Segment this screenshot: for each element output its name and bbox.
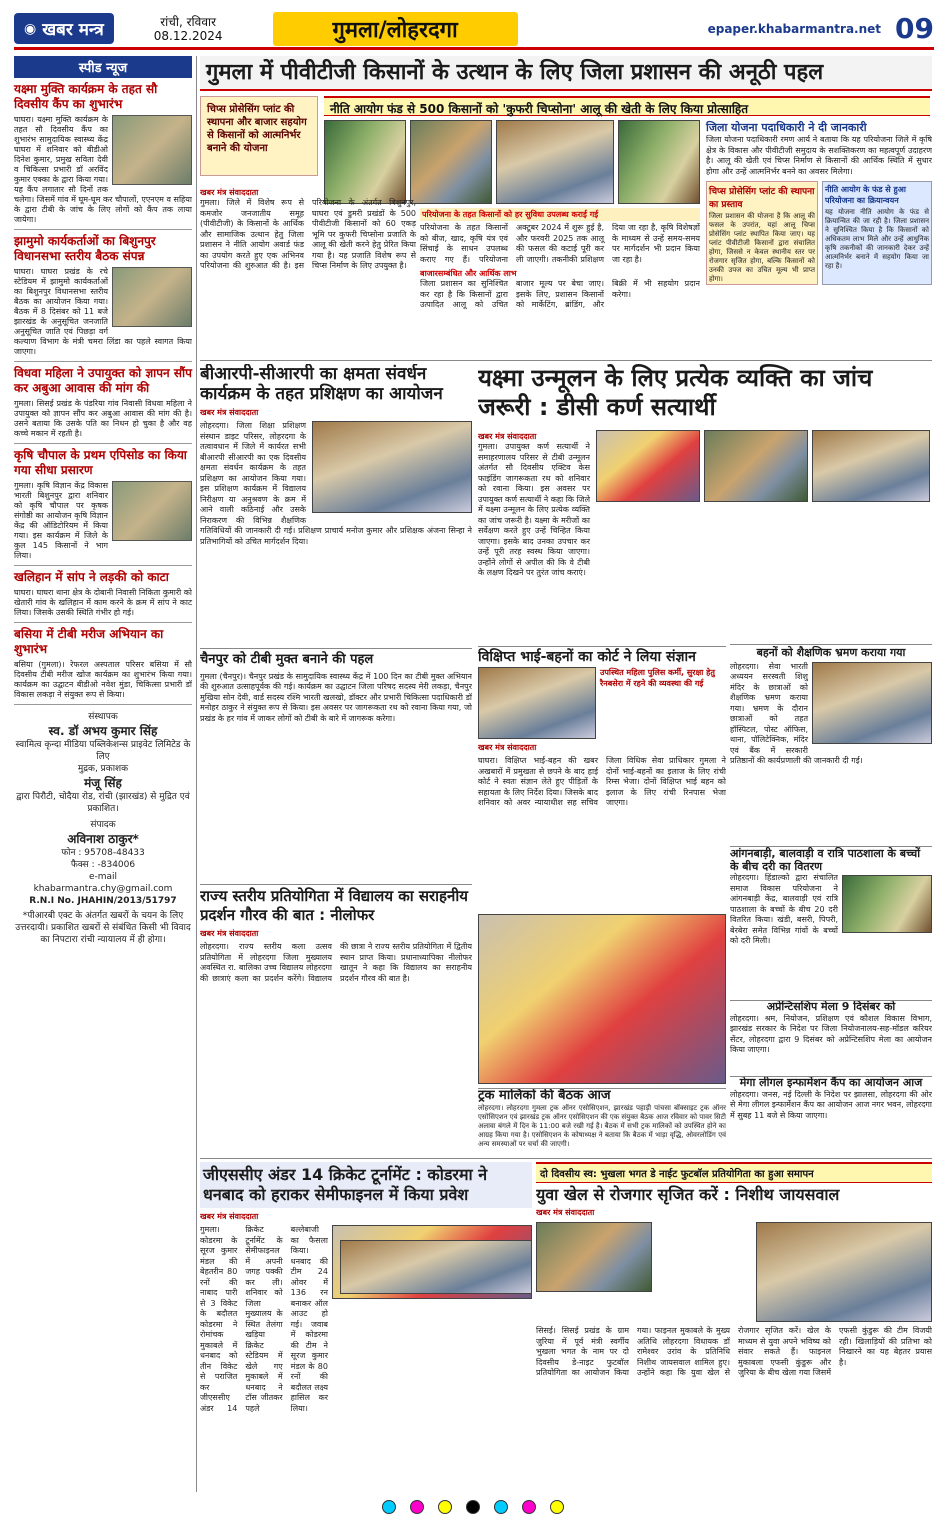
cricket-story[interactable] bbox=[200, 1162, 532, 1494]
editor-label: संपादक bbox=[90, 820, 116, 830]
registration-mark-icon bbox=[550, 1500, 564, 1514]
lead-side-body: जिला योजना पदाधिकारी रमण आर्य ने बताया कि यह परियोजना जिले में कृषि क्षेत्र के विकास और पीवीटीजी समुदाय के सशक्तिकरण का महत्वपूर्ण उदाहरण है। आलू की खेती एवं चिप्स निर्माण से किसानों की आर्थिक स्थिति में सुधार होगा और उन्हें आत्मनिर्भर बनने का अवसर मिलेगा। bbox=[706, 135, 932, 176]
apprentice-headline: अप्रेन्टिसशिप मेला 9 दिसंबर को bbox=[766, 1000, 896, 1013]
left-story-photo bbox=[112, 267, 192, 327]
registration-mark-icon bbox=[494, 1500, 508, 1514]
cricket-headline: जीएससीए अंडर 14 क्रिकेट टूर्नामेंट : कोडरमा ने धनबाद को हराकर सेमीफाइनल में किया प्रवेश bbox=[200, 1162, 532, 1208]
anganwadi-story[interactable] bbox=[730, 846, 932, 994]
owner-line: स्वामित्व कृन्दा मीडिया पब्लिकेशन्स प्राइवेट लिमिटेड के लिए bbox=[15, 740, 191, 762]
left-story-6[interactable] bbox=[14, 627, 192, 700]
left-story-4[interactable] bbox=[14, 448, 192, 561]
football-photo-1 bbox=[536, 1222, 652, 1292]
mantra-logo-icon: ◉ bbox=[24, 20, 37, 37]
truck-body: लोहरदगा। लोहरदगा गुमला ट्रक ऑनर एसोसिएशन, झारखंड पहाड़ी पांचसा बॉक्साइट ट्रक ऑनर एसोसिएशन एवं झारखंड ट्रक ऑनर एसोसिएशन की एक संयुक्त बैठक आज रविवार को पावर सिटी अलावा बंगले में दिन के 11:00 बजे रखी गई है। बैठक में सभी ट्रक मालिकों को उपस्थित होने का आग्रह किया गया है। एसोसिएशन के कोषाध्यक्ष ने बताया कि बैठक में भाड़ा वृद्धि, ओवरलोडिंग एवं अन्य समस्याओं पर चर्चा की जाएगी। bbox=[478, 1103, 726, 1148]
court-story[interactable] bbox=[478, 646, 726, 908]
left-story-body: गुमला। सिसई प्रखंड के पंडरिया गांव निवासी विधवा महिला ने उपायुक्त को ज्ञापन सौंप कर अबुआ आवास की मांग की है। उसने बताया कि उसके पति का निधन हो चुका है और वह कच्चे मकान में रहती है। bbox=[14, 399, 192, 438]
printer-label: मुद्रक, प्रकाशक bbox=[77, 764, 129, 774]
tb-story[interactable] bbox=[478, 364, 932, 640]
fax: फैक्स : -834006 bbox=[70, 860, 136, 870]
lead-summary-box bbox=[200, 96, 318, 176]
left-story-body: घाघरा। घाघरा प्रखंड के रचे स्टेडियम में झामुमो कार्यकर्ताओं का बिशुनपुर विधानसभा स्तरीय बैठक का आयोजन किया गया। बैठक में 8 दिसंबर को 11 बजे झारखंड के अनुसूचित जनजाति अनुसूचित जाति एवं पिछड़ा वर्ग कल्याण विभाग के मंत्री चमरा लिंडा का पहले स्वागत किया जाएगा। bbox=[14, 267, 192, 356]
issue-date: 08.12.2024 bbox=[153, 28, 223, 43]
mega-headline: मेगा लीगल इन्फार्मेशन कैंप का आयोजन आज bbox=[739, 1076, 923, 1089]
left-story-photo bbox=[112, 481, 192, 541]
registration-mark-icon bbox=[522, 1500, 536, 1514]
state-bureau: खबर मंत्र संवाददाता bbox=[200, 929, 259, 938]
left-story-3[interactable] bbox=[14, 366, 192, 439]
tb-bureau: खबर मंत्र संवाददाता bbox=[478, 432, 537, 441]
plant-head: चिप्स प्रोसेसिंग प्लांट की स्थापना का प्रस्ताव bbox=[709, 187, 815, 210]
lead-red-subhead-2: बाजारसम्बंधित और आर्थिक लाभ bbox=[420, 269, 517, 278]
left-story-headline: यक्ष्मा मुक्ति कार्यक्रम के तहत सौ दिवसीय कैंप का शुभारंभ bbox=[14, 82, 158, 111]
lead-photo-farmers bbox=[410, 120, 492, 204]
left-story-headline: कृषि चौपाल के प्रथम एपिसोड का किया गया सीधा प्रसारण bbox=[14, 448, 187, 477]
football-story[interactable] bbox=[536, 1162, 932, 1494]
founder-name: स्व. डॉ अभय कुमार सिंह bbox=[48, 724, 158, 738]
lead-body-2: परियोजना के तहत किसानों को बीज, खाद, कृषि यंत्र एवं सिंचाई के साधन उपलब्ध कराए गए हैं। परियोजना अक्टूबर 2024 में शुरू हुई है, और फरवरी 2025 तक आलू की फसल की कटाई पूरी कर ली जाएगी। तकनीकी प्रशिक्षण दिया जा रहा है, कृषि विशेषज्ञों के माध्यम से उन्हें समय-समय पर मार्गदर्शन भी प्रदान किया जा रहा है। bbox=[420, 223, 700, 264]
mega-body: लोहरदगा। जनस, नई दिल्ली के निदेश पर झालसा, लोहरदगा की ओर से मेगा लीगल इन्फार्मेशन कैंप का आयोजन आज नगर भवन, लोहरदगा में सुबह 11 बजे से किया जाएगा। bbox=[730, 1089, 932, 1120]
chainpur-headline: चैनपुर को टीबी मुक्त बनाने की पहल bbox=[200, 652, 374, 667]
apprentice-story[interactable] bbox=[730, 1000, 932, 1072]
football-photo-2 bbox=[756, 1222, 932, 1322]
anganwadi-headline: आंगनबाड़ी, बालवाड़ी व रात्रि पाठशाला के बच्चों के बीच दरी का वितरण bbox=[730, 847, 921, 873]
court-caption: उपस्थित महिला पुलिस कर्मी, सुरक्षा हेतु रैनबसेरा में रहने की व्यवस्था की गई bbox=[600, 668, 715, 689]
truck-story[interactable] bbox=[478, 1088, 726, 1154]
state-body: लोहरदगा। राज्य स्तरीय कला उत्सव प्रतियोगिता में लोहरदगा जिला मुख्यालय अवस्थित रा. बालिका उच्च विद्यालय लोहरदगा की छात्राएं कला का प्रदर्शन करेंगे। विद्यालय की छात्रा ने राज्य स्तरीय प्रतियोगिता में द्वितीय स्थान प्राप्त किया। प्रधानाध्यापिका नीलोफर खातून ने कहा कि विद्यालय का सराहनीय प्रदर्शन गौरव की बात है। bbox=[200, 942, 472, 983]
mega-story[interactable] bbox=[730, 1076, 932, 1138]
brp-headline: बीआरपी-सीआरपी का क्षमता संवर्धन कार्यक्रम के तहत प्रशिक्षण का आयोजन bbox=[200, 364, 443, 404]
court-bureau: खबर मंत्र संवाददाता bbox=[478, 743, 537, 753]
tb-headline: यक्ष्मा उन्मूलन के लिए प्रत्येक व्यक्ति का जांच जरूरी : डीसी कर्ण सत्यार्थी bbox=[478, 364, 873, 421]
niti-body: यह योजना नीति आयोग के फंड से क्रियान्वित की जा रही है। जिला प्रशासन ने सुनिश्चित किया है कि किसानों को अधिकतम लाभ मिले और उन्हें आधुनिक कृषि तकनीकों की जानकारी देकर उन्हें आत्मनिर्भर बनाने में सहयोग किया जा रहा है। bbox=[825, 208, 929, 270]
cricket-body: गुमला। कोडरमा के सूरज कुमार मंडल की बेहतरीन 80 रनों की नाबाद पारी से 3 विकेट के बदौलत कोडरमा ने रोमांचक मुकाबले में धनबाद को तीन विकेट से पराजित कर जीएससीए अंडर 14 क्रिकेट टूर्नामेंट के सेमीफाइनल में अपनी जगह पक्की कर ली। शनिवार को जिला मुख्यालय के स्थित तेलंगा खड़िया क्रिकेट स्टेडियम में खेले गए मुकाबले में धनबाद ने टॉस जीतकर पहले बल्लेबाजी का फैसला किया। धनबाद की टीम 24 ओवर में 136 रन बनाकर ऑल आउट हो गई। जवाब में कोडरमा की टीम ने सूरज कुमार मंडल के 80 रनों की बदौलत लक्ष्य हासिल कर लिया। bbox=[200, 1225, 328, 1413]
lead-bureau: खबर मंत्र संवाददाता bbox=[200, 188, 259, 197]
left-story-5[interactable] bbox=[14, 570, 192, 618]
lead-side-head: जिला योजना पदाधिकारी ने दी जानकारी bbox=[706, 121, 867, 134]
lead-photo-crop bbox=[618, 120, 700, 204]
brp-story[interactable] bbox=[200, 364, 472, 642]
left-story-headline: झामुमो कार्यकर्ताओं का बिशुनपुर विधानसभा स्तरीय बैठक संपन्न bbox=[14, 234, 156, 263]
court-body: घाघरा। विक्षिप्त भाई-बहन की खबर अखबारों में प्रमुखता से छपने के बाद हाई कोर्ट ने स्वतः संज्ञान लेते हुए पीड़ितों के सहायता के लिए निर्देश दिया। जिसके बाद शनिवार को अवर न्यायाधीश सह सचिव जिला विधिक सेवा प्राधिकार गुमला ने दोनों भाई-बहनों का इलाज के लिए रांची रिम्स भेजा। दोनों विक्षिप्त भाई बहन को इलाज के लिए रांची रिनपास भेजा जाएगा। bbox=[478, 756, 726, 808]
court-photo bbox=[478, 667, 596, 739]
lead-summary: चिप्स प्रोसेसिंग प्लांट की स्थापना और बाजार सहयोग से किसानों को आत्मनिर्भर बनाने की योजना bbox=[207, 104, 307, 154]
cricket-photo-team bbox=[340, 1240, 532, 1294]
football-headline: युवा खेल से रोजगार सृजित करें : निशीथ जायसवाल bbox=[536, 1185, 840, 1204]
football-body: सिसई। सिसई प्रखंड के ग्राम जुरिया में पूर्व मंत्री स्वर्गीय भुखला भगत के नाम पर दो दिवसीय डे-नाइट फुटबॉल प्रतियोगिता का आयोजन किया गया। फाइनल मुकाबले के मुख्य अतिथि लोहरदगा विधायक डॉ रामेश्वर उरांव के प्रतिनिधि निशीथ जायसवाल शामिल हुए। उन्होंने कहा कि युवा खेल से रोजगार सृजित करें। खेल के माध्यम से युवा अपने भविष्य को संवार सकते हैं। फाइनल मुकाबला एफसी कुंडुरू और जुरिया के बीच खेला गया जिसमें एफसी कुंडुरू की टीम विजयी रही। खिलाड़ियों की प्रतिभा को निखारने का यह बेहतर प्रयास है। bbox=[536, 1326, 932, 1377]
plant-body: जिला प्रशासन की योजना है कि आलू की फसल के उपरांत, यहां आलू चिप्स प्रोसेसिंग प्लांट स्थापित किया जाए। यह प्लांट पीवीटीजी किसानों द्वारा संचालित होगा, जिससे न केवल स्थानीय स्तर पर रोजगार सृजित होगा, बल्कि किसानों को उनकी उपज का उचित मूल्य भी प्राप्त होगा। bbox=[709, 212, 815, 283]
niti-box bbox=[822, 181, 932, 285]
tb-photo-1 bbox=[596, 430, 700, 502]
state-headline: राज्य स्तरीय प्रतियोगिता में विद्यालय का सराहनीय प्रदर्शन गौरव की बात : नीलोफर bbox=[200, 887, 468, 924]
brand-name: खबर मन्त्र bbox=[42, 20, 104, 40]
lead-red-subhead: परियोजना के तहत किसानों को हर सुविधा उपलब्ध कराई गई bbox=[420, 208, 700, 221]
football-subhead: दो दिवसीय स्व: भुखला भगत डे नाईट फुटबॉल प्रतियोगिता का हुआ समापन bbox=[536, 1162, 932, 1183]
editor-name: अविनाश ठाकुर* bbox=[67, 832, 139, 846]
legal-note: *पीआरबी एक्ट के अंतर्गत खबरों के चयन के लिए उत्तरदायी। प्रकाशित खबरों से संबंधित किसी भी विवाद का निपटारा रांची न्यायालय में ही होगा। bbox=[15, 911, 191, 945]
city-day: रांची, रविवार bbox=[160, 14, 217, 29]
phone: फोन : 95708-48433 bbox=[61, 848, 145, 858]
niti-head: नीति आयोग के फंड से हुआ परियोजना का क्रियान्वयन bbox=[825, 185, 906, 205]
tb-body: गुमला। उपायुक्त कर्ण सत्यार्थी ने समाहरणालय परिसर से टीबी उन्मूलन अंतर्गत सौ दिवसीय एक्टिव केस फाइंडिंग जागरूकता रथ को शनिवार को रवाना किया। इस अवसर पर उपायुक्त कर्ण सत्यार्थी ने कहा कि जिले में यक्ष्मा उन्मूलन के लिए प्रत्येक व्यक्ति का जांच जरूरी है। यक्ष्मा के मरीजों का सर्वेक्षण करते हुए उन्हें चिन्हित किया जाएगा। इसके बाद उनका उपचार कर उन्हें पूरी तरह स्वस्थ किया जाएगा। उन्होंने लोगों से अपील की कि वे टीबी के लक्षण दिखने पर तुरंत जांच कराएं। bbox=[478, 442, 590, 577]
apprentice-body: लोहरदगा। श्रम, नियोजन, प्रशिक्षण एवं कौशल विकास विभाग, झारखंड सरकार के निदेश पर जिला नियोजनालय-सह-मॉडल करियर सेंटर, लोहरदगा द्वारा 9 दिसंबर को अप्रेन्टिसशिप मेला का आयोजन किया जाएगा। bbox=[730, 1013, 932, 1055]
registration-mark-icon bbox=[382, 1500, 396, 1514]
dateline bbox=[154, 15, 223, 43]
left-story-headline: विधवा महिला ने उपायुक्त को ज्ञापन सौंप कर अबुआ आवास की मांग की bbox=[14, 366, 192, 395]
bahan-body: लोहरदगा। सेवा भारती अध्ययन सरस्वती शिशु मंदिर के छात्राओं को शैक्षणिक भ्रमण कराया गया। भ्रमण के दौरान छात्राओं को तहत हॉस्पिटल, पोस्ट ऑफिस, थाना, पॉलिटेक्निक, मंदिर एवं बैंक में सरकारी प्रतिष्ठानों की कार्यप्रणाली की जानकारी दी गई। bbox=[730, 661, 863, 766]
bahan-headline: बहनों को शैक्षणिक भ्रमण कराया गया bbox=[756, 646, 906, 659]
court-headline: विक्षिप्त भाई-बहनों का कोर्ट ने लिया संज्ञान bbox=[478, 649, 696, 665]
email-link[interactable]: khabarmantra.chy@gmail.com bbox=[33, 884, 173, 894]
registration-mark-icon bbox=[438, 1500, 452, 1514]
anganwadi-photo bbox=[842, 875, 932, 933]
left-story-headline: खलिहान में सांप ने लड़की को काटा bbox=[14, 570, 169, 584]
bahan-photo bbox=[812, 662, 932, 744]
state-photo bbox=[478, 914, 726, 1084]
state-story[interactable] bbox=[200, 884, 472, 1154]
rni-number: R.N.I No. JHAHIN/2013/51797 bbox=[29, 896, 177, 906]
brand-logo[interactable] bbox=[14, 13, 114, 44]
brp-photo bbox=[312, 421, 472, 513]
left-story-body: बसिया (गुमला)। रेफरल अस्पताल परिसर बसिया में सौ दिवसीय टीबी मरीज खोज कार्यक्रम का शुभारंभ किया गया। कार्यक्रम का उद्घाटन बीडीओ नवेश मुंडा, चिकित्सा प्रभारी डॉ विकास लकड़ा ने संयुक्त रूप से किया। bbox=[14, 660, 192, 699]
left-story-body: घाघरा। घाघरा थाना क्षेत्र के दोबानी निवासी निकिता कुमारी को खेतारी गांव के खलिहान में काम करने के क्रम में सांप ने काट लिया। जिसके उसकी स्थिति गंभीर हो गई। bbox=[14, 588, 192, 617]
registration-mark-icon bbox=[466, 1500, 480, 1514]
press-address: द्वारा पिरौटी, चोदैया रोड, रांची (झारखंड) से मुद्रित एवं प्रकाशित। bbox=[16, 792, 190, 814]
football-bureau: खबर मंत्र संवाददाता bbox=[536, 1208, 595, 1218]
imprint-box bbox=[14, 711, 192, 946]
lead-body-3: जिला प्रशासन का सुनिश्चित कर रहा है कि किसानों द्वारा उत्पादित आलू को उचित बाजार मूल्य पर बेचा जाए। इसके लिए, प्रशासन किसानों को मार्केटिंग, ब्रांडिंग, और बिक्री में भी सहयोग प्रदान करेगा। bbox=[420, 279, 700, 309]
left-story-headline: बसिया में टीबी मरीज अभियान का शुभारंभ bbox=[14, 627, 164, 656]
anganwadi-body: लोहरदगा। हिंडाल्को द्वारा संचालित समाज विकास परियोजना ने आंगनबाड़ी केंद्र, बालवाड़ी एवं रात्रि पाठशाला के बच्चों के बीच 20 दरी वितरित किया। खंडी, बसरी, पिपरी, बेरबेरा समेत विभिन्न गांवों के बच्चों को दरी मिली। bbox=[730, 873, 838, 945]
left-story-2[interactable] bbox=[14, 234, 192, 357]
brp-body: लोहरदगा। जिला शिक्षा प्रशिक्षण संस्थान डाइट परिसर, लोहरदगा के तत्वावधान में जिले में कार्यरत सभी बीआरपी सीआरपी का एक दिवसीय क्षमता संवर्धन कार्यक्रम के तहत प्रशिक्षण का आयोजन किया गया। इस प्रशिक्षण कार्यक्रम में विद्यालय निरीक्षण या अनुश्रवण के क्रम में आने वाली कठिनाई और उसके निराकरण की विभिन्न शैक्षणिक गतिविधियों की जानकारी दी गई। प्रशिक्षण प्राचार्य मनोज कुमार और प्रशिक्षक अंजना सिन्हा ने प्रतिभागियों को उचित मार्गदर्शन दिया। bbox=[200, 421, 472, 546]
left-column bbox=[14, 56, 192, 1496]
section-title: गुमला/लोहरदगा bbox=[273, 12, 518, 46]
brp-bureau: खबर मंत्र संवाददाता bbox=[200, 408, 259, 417]
left-story-body: घाघरा। यक्ष्मा मुक्ति कार्यक्रम के तहत सौ दिवसीय कैंप का शुभारंभ सामुदायिक स्वास्थ्य केंद्र घाघरा में शनिवार को बीडीओ दिनेश कुमार, प्रमुख सविता देवी व चिकित्सा प्रभारी डॉ अरविंद कुमार एक्का के द्वारा किया गया। यह कैंप लगातार सौ दिनों तक चलेगा। जिसमें गांव में घूम-घूम कर चौपालों, एएनएम व सहिया के द्वारा टीबी के जांच के लिए लोगों को कैंप तक लाया जायेगा। bbox=[14, 115, 192, 224]
registration-strip bbox=[0, 1496, 945, 1517]
chainpur-body: गुमला (चैनपुर)। चैनपुर प्रखंड के सामुदायिक स्वास्थ्य केंद्र में 100 दिन का टीबी मुक्त अभियान की शुरुआत उत्साहपूर्वक की गई। कार्यक्रम का उद्घाटन जिला परिषद सदस्य मेरी लकड़ा, चैनपुर मुखिया सोन देवी, वार्ड सदस्य रश्मि भारती खलखो, डॉक्टर और प्रभारी चिकित्सा पदाधिकारी डॉ मनोहर ठाकुर ने संयुक्त रूप से किया। इस अवसर पर जागरूकता रथ को रवाना किया गया, जो प्रखंड के हर गांव में जाकर लोगों को टीबी के बारे में जागरूक करेगा। bbox=[200, 671, 472, 723]
founder-label: संस्थापक bbox=[88, 712, 118, 722]
email-label: e-mail bbox=[88, 872, 118, 882]
lead-subhead: नीति आयोग फंड से 500 किसानों को 'कुफरी चिप्सोना' आलू की खेती के लिए किया प्रोत्साहित bbox=[324, 96, 930, 116]
lead-photo-field bbox=[324, 120, 406, 204]
lead-story[interactable] bbox=[200, 56, 932, 358]
chainpur-story[interactable] bbox=[200, 648, 472, 878]
lead-headline: गुमला में पीवीटीजी किसानों के उत्थान के लिए जिला प्रशासन की अनूठी पहल bbox=[200, 56, 932, 91]
left-story-photo bbox=[112, 115, 192, 185]
speed-news-kicker: स्पीड न्यूज bbox=[14, 56, 192, 78]
bahan-story[interactable] bbox=[730, 644, 932, 840]
truck-headline: ट्रक मालिकों की बैठक आज bbox=[478, 1088, 611, 1103]
tb-photo-3 bbox=[812, 430, 930, 502]
tb-photo-2 bbox=[704, 430, 808, 502]
plant-box bbox=[706, 181, 818, 285]
epaper-link[interactable]: epaper.khabarmantra.net bbox=[707, 21, 882, 36]
lead-body: गुमला। जिले में विशेष रूप से कमजोर जनजातीय समूह (पीवीटीजी) के किसानों के आर्थिक और सामाजिक उत्थान हेतु जिला प्रशासन ने नीति आयोग अवार्ड फंड का उपयोग करते हुए एक अभिनव परियोजना की शुरुआत की है। इस परियोजना के अंतर्गत बिशुनपुर, घाघरा एवं डुमरी प्रखंडों के 500 पीवीटीजी किसानों को 60 एकड़ भूमि पर कुफरी चिप्सोना प्रजाति के आलू की खेती करने हेतु प्रेरित किया गया है। यह प्रजाति विशेष रूप से चिप्स निर्माण के लिए उपयुक्त है। bbox=[200, 198, 416, 270]
masthead bbox=[14, 10, 934, 50]
left-story-body: गुमला। कृषि विज्ञान केंद्र विकास भारती बिशुनपुर द्वारा शनिवार को कृषि चौपाल पर कृषक संगोष्ठी का आयोजन कृषि विज्ञान केंद्र की ऑडिटोरियम में किया गया। इस कार्यक्रम में जिले के कुल 145 किसानों ने भाग लिया। bbox=[14, 481, 108, 560]
printer-name: मंजू सिंह bbox=[84, 776, 122, 790]
page-number: 09 bbox=[895, 12, 934, 45]
lead-photo-women bbox=[496, 120, 614, 204]
left-story-1[interactable] bbox=[14, 82, 192, 225]
registration-mark-icon bbox=[410, 1500, 424, 1514]
cricket-bureau: खबर मंत्र संवाददाता bbox=[200, 1212, 259, 1221]
